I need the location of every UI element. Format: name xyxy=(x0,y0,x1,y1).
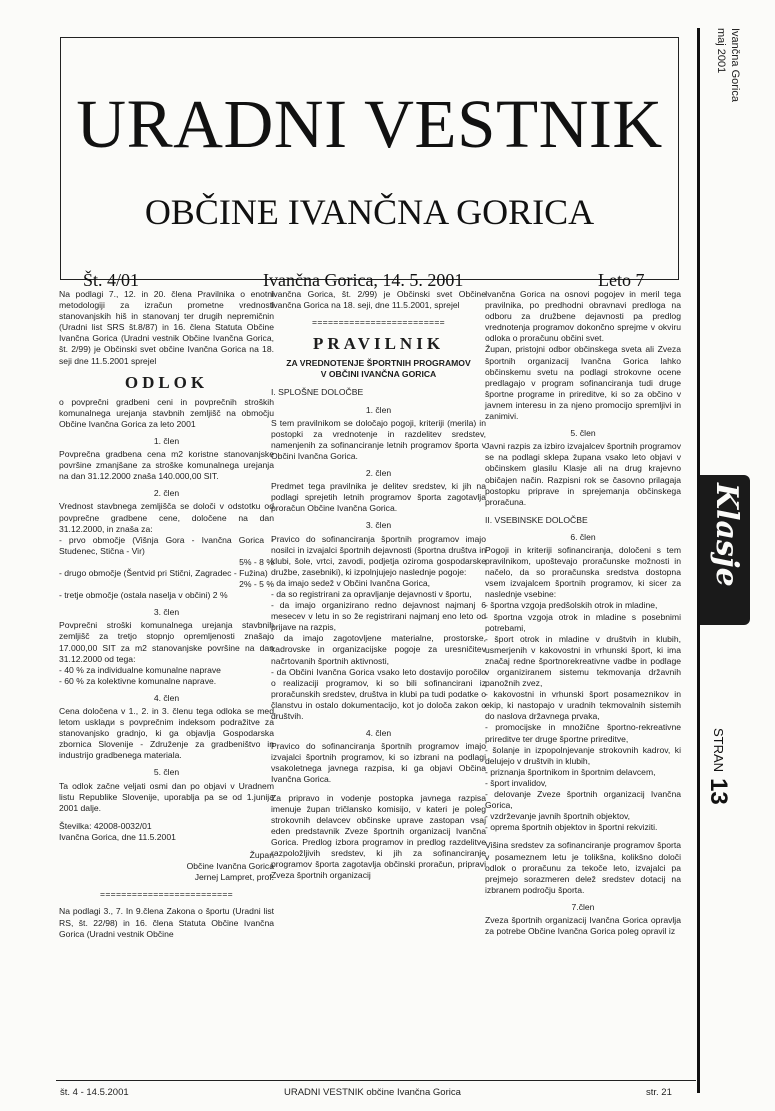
separator: ========================= xyxy=(312,317,445,328)
footer-title: URADNI VESTNIK občine Ivančna Gorica xyxy=(284,1087,461,1098)
list-item: - šolanje in izpopolnjevanje strokovnih kadrov, ki delujejo v društvih in klubih, xyxy=(485,744,681,766)
article-heading: 3. člen xyxy=(365,520,392,531)
footer-issue: št. 4 - 14.5.2001 xyxy=(60,1087,129,1098)
article-heading: 5. člen xyxy=(153,767,180,778)
list-item: - tretje območje (ostala naselja v občini) 2 % xyxy=(59,590,228,601)
signature-title: Župan xyxy=(249,850,274,861)
list-item: - da imajo zagotovljene materialne, prostorske, kadrovske in organizacijske pogoje za uresničitev načrtovanih športnih aktivnosti, xyxy=(271,633,486,666)
pravilnik-title: PRAVILNIK xyxy=(312,334,445,354)
article-heading: 4. člen xyxy=(153,692,180,703)
list-item: - športna vzgoja otrok in mladine s posebnimi potrebami, xyxy=(485,611,681,633)
list-item: - promocijske in množične športno-rekreativne prireditve ter druge športne prireditve, xyxy=(485,722,681,744)
article-heading: 3. člen xyxy=(153,607,180,618)
list-item: - da so registrirani za opravljanje dejavnosti v športu, xyxy=(271,588,472,599)
article-heading: 5. člen xyxy=(570,428,596,439)
year-label: Leto 7 xyxy=(598,270,645,290)
issue-number: Št. 4/01 xyxy=(83,270,140,290)
article-text: Ta odlok začne veljati osmi dan po objavi v Uradnem listu Republike Slovenije, uporablja pa se od 1.junija 2001 dalje. xyxy=(59,780,274,813)
col1-intro: Na podlagi 7., 12. in 20. člena Pravilnika o enotni metodologiji za izračun prometne vrednosti stanovanjskih hiš in stanovanj ter drugih nepremičnin (Uradni list SRS št.8/87) in 16. člena Statuta Občine Ivančna Gorica (Uradni vestnik Občine Ivančna Gorica, št. 2/99) je Občinski svet občine Ivančna Gorica na 18. seji dne 11.5.2001 sprejel xyxy=(59,289,274,366)
article-text: Višina sredstev za sofinanciranje programov športa v posameznem letu je tolikšna, kolikšno določi odlok o proračunu za tekoče leto, izvajalci pa prejmejo sorazmeren delež sredstev dotacij na izbranem področju športa. xyxy=(485,840,681,895)
separator: ========================= xyxy=(100,889,233,900)
article-text: Cena določena v 1., 2. in 3. členu tega odloka se med letom usklади s povprečnim indeksom podražitve za stanovanjsko gradnjo, ki ga objavlja Gospodarska zbornica Slovenije - Združenje za gradbeništvo in industrijo gradbenega materiala. xyxy=(59,706,274,761)
article-heading: 2. člen xyxy=(153,488,180,499)
list-item: - delovanje Zveze športnih organizacij Ivančna Gorica, xyxy=(485,789,681,811)
pravilnik-subtitle: V OBČINI IVANČNA GORICA xyxy=(320,369,437,380)
odlok-title: ODLOK xyxy=(124,372,209,392)
masthead-subtitle: OBČINE IVANČNA GORICA xyxy=(144,192,595,232)
col2-intro: Ivančna Gorica, št. 2/99) je Občinski svet Občine Ivančna Gorica na 18. seji, dne 11.5.2001, sprejel xyxy=(271,289,486,311)
section-heading: II. VSEBINSKE DOLOČBE xyxy=(485,514,588,525)
signature-name: Jernej Lampret, prof. xyxy=(194,872,274,883)
list-item: - drugo območje (Šentvid pri Stični, Zagradec - Fužina) xyxy=(59,567,268,578)
side-caption xyxy=(714,28,742,102)
masthead-title: URADNI VESTNIK xyxy=(76,86,663,162)
document-date: Ivančna Gorica, dne 11.5.2001 xyxy=(59,831,176,842)
klasje-logo: Klasje xyxy=(709,483,744,587)
article-text: Povprečni stroški komunalnega urejanja stavbnih zemljišč za tretjo stopnjo opremljenosti znašajo 17.000,00 SIT za m2 stanovanjske površine na dan 31.12.2000 od tega: xyxy=(59,620,274,664)
side-caption-place: Ivančna Gorica xyxy=(729,28,741,102)
article-text: Za pripravo in vodenje postopka javnega razpisa imenuje župan tričlansko komisijo, v kateri je poleg strokovnih delavcev občinske uprave zastopan vsaj eden predstavnik Zveze športnih organizacij Ivančna Gorica. Predlog izbora programov in predlog razdelitve razpoložljivih sredstev, ki jih za sofinanciranje programov športa zagotavlja občinski proračun, pripravi Zveza športnih organizacij xyxy=(271,792,486,881)
article-text: Pravico do sofinanciranja športnih programov imajo izvajalci športnih programov, ki so izbrani na podlagi vsakoletnega javnega razpisa, ki ga objavi Občina Ivančna Gorica. xyxy=(271,741,486,785)
list-item-rate: 2% - 5 % xyxy=(239,579,274,590)
list-item: - kakovostni in vrhunski šport posameznikov in ekip, ki nastopajo v uradnih tekmovalnih sistemih do naslova državnega prvaka, xyxy=(485,689,681,722)
list-item: - da Občini Ivančna Gorica vsako leto dostavijo poročilo o realizaciji programov, ki so bili sofinancirani iz proračunskih sredstev, društva in klubi pa tudi podatke o članstvu in ostalo dokumentacijo, kot jo določa zakon o društvih. xyxy=(271,666,486,721)
list-item: - priznanja športnikom in športnim delavcem, xyxy=(485,766,656,777)
article-heading: 4. člen xyxy=(365,728,392,739)
article-heading: 6. člen xyxy=(570,531,596,542)
article-heading: 2. člen xyxy=(365,468,392,479)
article-text: Pogoji in kriteriji sofinanciranja, določeni s tem pravilnikom, upoštevajo proračunske možnosti in načelo, da so proračunska sredstva dostopna vsem izvajalcem športnih programov, ki sicer za naslednje vsebine: xyxy=(485,544,681,600)
page-marker xyxy=(704,728,732,805)
list-item: - oprema športnih objektov in športni rekviziti. xyxy=(485,822,658,833)
column-3 xyxy=(485,289,681,937)
list-item: - prvo območje (Višnja Gora - Ivančna Gorica - Studenec, Stična - Vir) xyxy=(59,534,274,556)
page-marker-number: 13 xyxy=(705,778,732,805)
pravilnik-subtitle: ZA VREDNOTENJE ŠPORTNIH PROGRAMOV xyxy=(286,358,471,369)
section-heading: I. SPLOŠNE DOLOČBE xyxy=(271,387,364,398)
odlok-description: o povprečni gradbeni ceni in povprečnih stroških komunalnega urejanja stavbnih zemljišč na območju Občine Ivančna Gorica za leto 2001 xyxy=(59,396,274,429)
masthead xyxy=(60,37,679,290)
list-item: - 60 % za kolektivne komunalne naprave. xyxy=(59,675,217,686)
footer-page: str. 21 xyxy=(646,1087,672,1098)
article-text: Pravico do sofinanciranja športnih programov imajo nosilci in izvajalci športnih dejavnosti (športna društva in klubi, šole, vrtci, zavodi, podjetja oziroma gospodarske družbe, zasebniki), ki izpolnjujejo naslednje pogoje: xyxy=(271,533,486,577)
article-text: Župan, pristojni odbor občinskega sveta ali Zveza športnih organizacij Ivančna Gorica lahko občinskemu svetu na podlagi strokovne ocene predlagajo v program sofinanciranja tudi druge športne programe in prireditve, ki so za občino v javnem interesu in za njeno promocijo spremljivi in zanimivi. xyxy=(485,344,681,422)
list-item: - šport otrok in mladine v društvih in klubih, usmerjenih v kakovostni in vrhunski šport, ki ima značaj redne športnorekreativne vadbe in podlage v organiziranem sistemu tekmovanja državnih panožnih zvez, xyxy=(485,633,681,689)
side-caption-date: maj 2001 xyxy=(715,28,728,74)
list-item-rate: 5% - 8 % xyxy=(239,556,274,567)
article-heading: 1. člen xyxy=(153,435,180,446)
article-text: Vrednost stavbnega zemljišča se določi v odstotku od povprečne gradbene cene, določene na dan 31.12.2000, in znaša za: xyxy=(59,501,274,534)
article-text: S tem pravilnikom se določajo pogoji, kriteriji (merila) in postopki za vrednotenje in razdelitev sredstev, namenjenih za sofinanciranje letnih programov športa v Občini Ivančna Gorica. xyxy=(271,417,486,461)
col1-tail: Na podlagi 3., 7. In 9.člena Zakona o športu (Uradni list RS, št. 22/98) in 16. člena Statuta Občine Ivančna Gorica (Uradni vestnik Občine xyxy=(59,906,274,939)
article-text: Predmet tega pravilnika je delitev sredstev, ki jih na podlagi sprejetih letnih programov športa zagotavlja proračun Občine Ivančna Gorica. xyxy=(271,481,486,514)
page-marker-label: STRAN xyxy=(711,728,726,773)
list-item: - 40 % za individualne komunalne naprave xyxy=(59,664,221,675)
list-item: - športna vzgoja predšolskih otrok in mladine, xyxy=(485,600,658,611)
article-text: Zveza športnih organizacij Ivančna Gorica opravlja za potrebe Občine Ivančna Gorica poleg opravil iz xyxy=(485,914,681,937)
article-text: Povprečna gradbena cena m2 koristne stanovanjske površine zmanjšane za stroške komunalnega urejanja na dan 31.12.2000 znaša 140.000,00 SIT. xyxy=(59,449,274,482)
list-item: - da imajo sedež v Občini Ivančna Gorica, xyxy=(271,577,431,588)
document-number: Številka: 42008-0032/01 xyxy=(59,820,152,831)
column-1 xyxy=(59,289,274,940)
list-item: - da imajo organizirano redno dejavnost najmanj 6 mesecev v letu in so že registrirani najmanj eno leto od prijave na razpis, xyxy=(271,600,486,633)
article-text: Javni razpis za izbiro izvajalcev športnih programov se na podlagi sklepa župana vsako leto objavi v občinskem glasilu Klasje ali na drug krajevno običajen način. Razpisni rok se časovno prilagaja postopku priprave in sprejemanja občinskega proračuna. xyxy=(485,441,681,507)
list-item: - vzdrževanje javnih športnih objektov, xyxy=(485,811,631,822)
list-item: - šport invalidov, xyxy=(485,777,547,788)
place-date: Ivančna Gorica, 14. 5. 2001 xyxy=(263,270,464,290)
footer-rule xyxy=(56,1080,696,1081)
signature-office: Občine Ivančna Gorica xyxy=(186,861,274,872)
article-heading: 7.člen xyxy=(571,901,595,912)
article-heading: 1. člen xyxy=(365,404,392,415)
column-2 xyxy=(271,289,486,881)
article-text: Ivančna Gorica na osnovi pogojev in meril tega pravilnika, po predhodni obravnavi predloga na odboru za družbene dejavnosti pa predlog vrednotenja programov dokončno sprejme v okviru odloka o proračunu občini svet. xyxy=(485,289,681,344)
